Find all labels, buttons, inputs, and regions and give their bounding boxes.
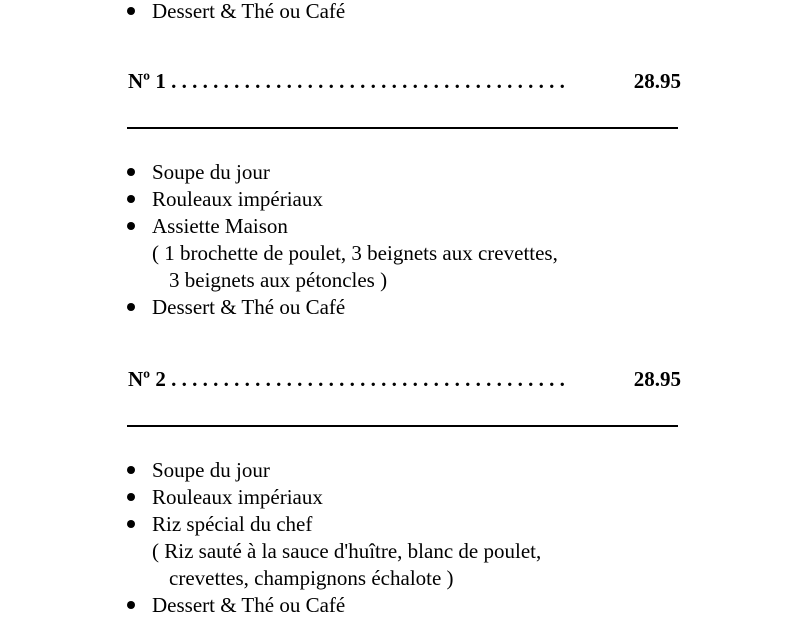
menu-item-detail: ( 1 brochette de poulet, 3 beignets aux crevettes, bbox=[152, 241, 558, 265]
menu-item-detail: crevettes, champignons échalote ) bbox=[169, 566, 454, 590]
bullet-icon bbox=[127, 493, 135, 501]
bullet-icon bbox=[127, 520, 135, 528]
menu-item: Soupe du jour bbox=[152, 458, 270, 482]
menu-2-title: Nº 2 . . . . . . . . . . . . . . . . . . . . . . . . . . . . . . . . . . . . . . bbox=[128, 367, 565, 391]
menu-item: Dessert & Thé ou Café bbox=[152, 295, 346, 319]
menu-item: Dessert & Thé ou Café bbox=[152, 0, 346, 23]
divider bbox=[127, 425, 678, 427]
menu-item: Dessert & Thé ou Café bbox=[152, 593, 346, 617]
menu-item-detail: ( Riz sauté à la sauce d'huître, blanc de poulet, bbox=[152, 539, 542, 563]
bullet-icon bbox=[127, 466, 135, 474]
bullet-icon bbox=[127, 7, 135, 15]
menu-2-price: 28.95 bbox=[633, 367, 681, 391]
menu-item: Assiette Maison bbox=[152, 214, 288, 238]
bullet-icon bbox=[127, 195, 135, 203]
divider bbox=[127, 127, 678, 129]
menu-item-detail: 3 beignets aux pétoncles ) bbox=[169, 268, 388, 292]
menu-item: Rouleaux impériaux bbox=[152, 187, 323, 211]
bullet-icon bbox=[127, 168, 135, 176]
menu-1-heading bbox=[128, 68, 681, 94]
bullet-icon bbox=[127, 222, 135, 230]
menu-item: Riz spécial du chef bbox=[152, 512, 313, 536]
bullet-icon bbox=[127, 601, 135, 609]
menu-item: Rouleaux impériaux bbox=[152, 485, 323, 509]
menu-2-heading bbox=[128, 366, 681, 392]
menu-1-title: Nº 1 . . . . . . . . . . . . . . . . . . . . . . . . . . . . . . . . . . . . . . bbox=[128, 69, 565, 93]
menu-item: Soupe du jour bbox=[152, 160, 270, 184]
bullet-icon bbox=[127, 303, 135, 311]
menu-1-price: 28.95 bbox=[633, 69, 681, 93]
